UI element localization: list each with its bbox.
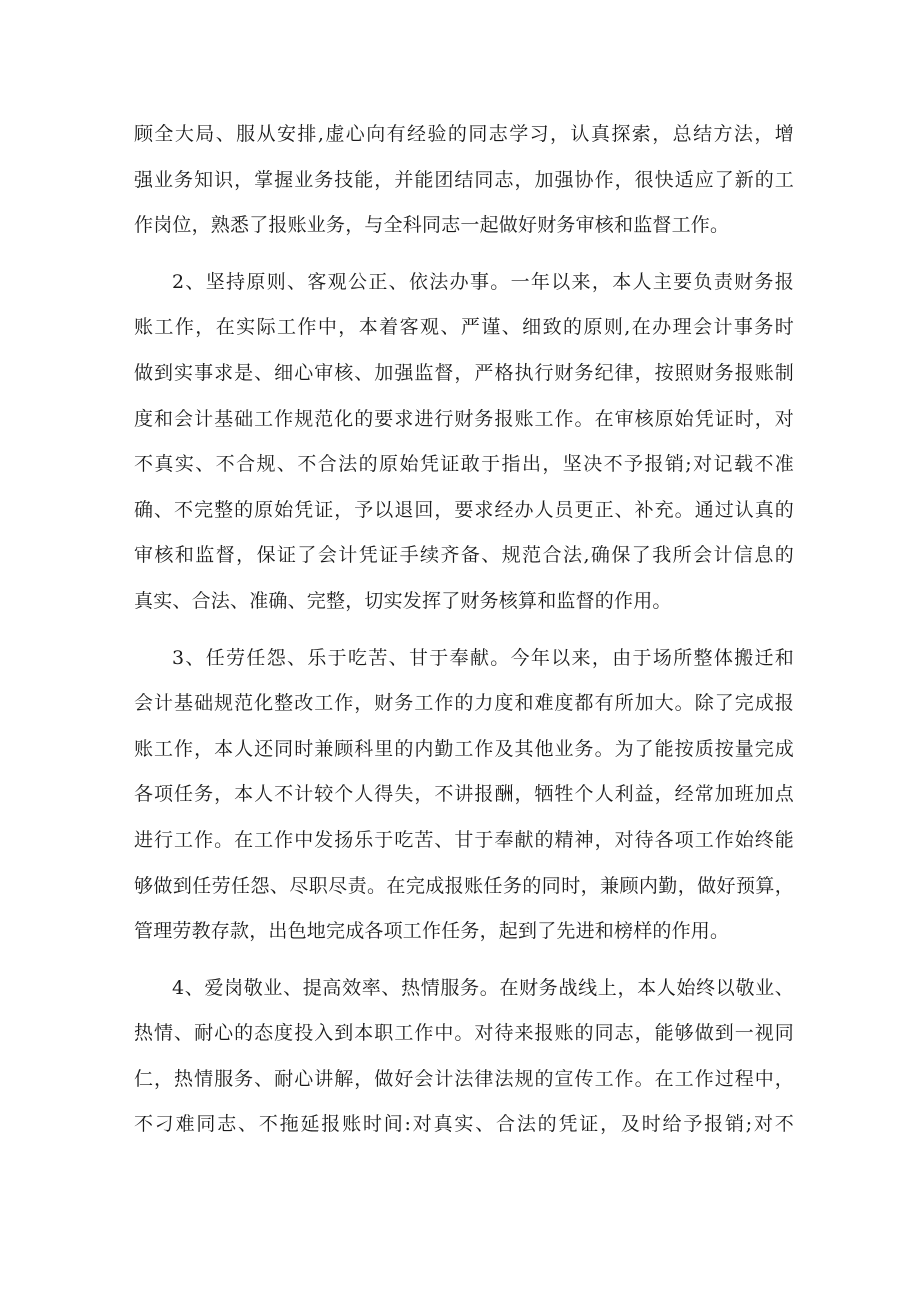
text-line: 各项任务，本人不计较个人得失，不讲报酬，牺牲个人利益，经常加班加点 [134,783,794,806]
text-line: 账工作，本人还同时兼顾科里的内勤工作及其他业务。为了能按质按量完成 [134,737,794,760]
text-line: 仁，热情服务、耐心讲解，做好会计法律法规的宣传工作。在工作过程中， [134,1067,794,1090]
text-line: 2、坚持原则、客观公正、依法办事。一年以来，本人主要负责财务报 [172,270,794,293]
text-line: 管理劳教存款，出色地完成各项工作任务，起到了先进和榜样的作用。 [134,920,730,943]
text-line: 度和会计基础工作规范化的要求进行财务报账工作。在审核原始凭证时，对 [134,407,794,430]
paragraph-3 [134,636,794,955]
text-line: 审核和监督，保证了会计凭证手续齐备、规范合法,确保了我所会计信息的 [134,544,794,567]
text-line: 强业务知识，掌握业务技能，并能团结同志，加强协作，很快适应了新的工 [134,168,794,191]
paragraph-4 [134,966,794,1148]
text-line: 作岗位，熟悉了报账业务，与全科同志一起做好财务审核和监督工作。 [134,214,730,237]
text-line: 做到实事求是、细心审核、加强监督，严格执行财务纪律，按照财务报账制 [134,361,794,384]
text-line: 进行工作。在工作中发扬乐于吃苦、甘于奉献的精神，对待各项工作始终能 [134,828,794,851]
text-line: 会计基础规范化整改工作，财务工作的力度和难度都有所加大。除了完成报 [134,692,794,715]
text-line: 顾全大局、服从安排,虚心向有经验的同志学习，认真探索，总结方法，增 [134,123,794,145]
text-line: 3、任劳任怨、乐于吃苦、甘于奉献。今年以来，由于场所整体搬迁和 [172,646,794,669]
text-line: 确、不完整的原始凭证，予以退回，要求经办人员更正、补充。通过认真的 [134,498,794,521]
text-line: 账工作，在实际工作中，本着客观、严谨、细致的原则,在办理会计事务时 [134,316,794,339]
paragraph-1 [134,112,794,249]
text-line: 热情、耐心的态度投入到本职工作中。对待来报账的同志，能够做到一视同 [134,1022,794,1045]
text-line: 真实、合法、准确、完整，切实发挥了财务核算和监督的作用。 [134,589,672,612]
text-line: 够做到任劳任怨、尽职尽责。在完成报账任务的同时，兼顾内勤，做好预算， [134,874,794,897]
text-line: 4、爱岗敬业、提高效率、热情服务。在财务战线上，本人始终以敬业、 [172,976,794,999]
document-body [134,112,794,1148]
text-line: 不刁难同志、不拖延报账时间:对真实、合法的凭证，及时给予报销;对不 [134,1113,794,1136]
text-line: 不真实、不合规、不合法的原始凭证敢于指出，坚决不予报销;对记载不准 [134,453,794,476]
paragraph-2 [134,260,794,625]
